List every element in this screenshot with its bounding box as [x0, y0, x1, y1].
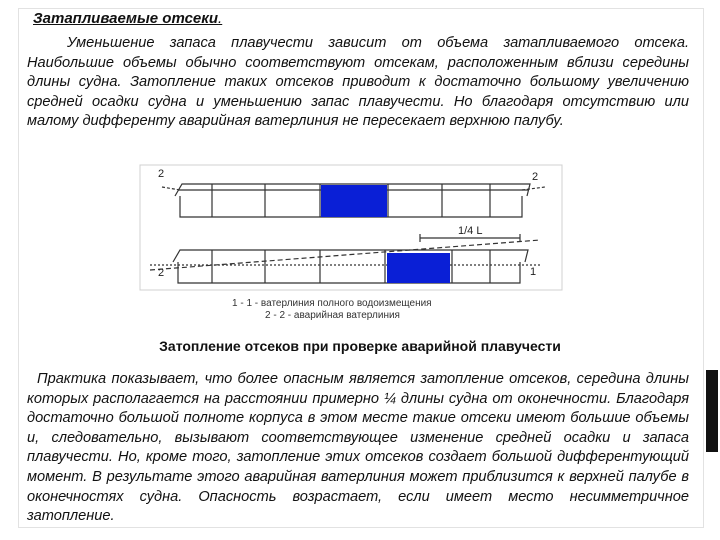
legend-line-1: 1 - 1 - ватерлиния полного водоизмещения	[232, 298, 432, 309]
paragraph-intro: Уменьшение запаса плавучести зависит от объема затапливаемого отсека. Наибольшие объемы обычно соответствуют отсекам, расположенным вблизи середины длины судна. Затопление таких отсеков приводит к достаточно большому увеличению средней осадки судна и уменьшению запас плавучести. Но благодаря отсутствию или малому дифференту аварийная ватерлиния не пересекает верхнюю палубу.	[27, 35, 689, 130]
label-2-top-left: 2	[158, 168, 165, 180]
section-title: Затапливаемые отсеки.	[33, 10, 223, 27]
label-2-top-right: 2	[532, 171, 539, 183]
flooded-compartment-middle	[321, 185, 387, 217]
label-2-bottom-left: 2	[158, 267, 165, 279]
figure-caption: Затопление отсеков при проверке аварийной плавучести	[159, 338, 561, 354]
flooded-compartment-quarter	[387, 253, 450, 283]
legend-line-2: 2 - 2 - аварийная ватерлиния	[265, 310, 400, 321]
label-quarter-length: 1/4 L	[458, 225, 483, 237]
paragraph-practice: Практика показывает, что более опасным является затопление отсеков, середина длины которых располагается на расстоянии примерно ¼ длины судна от оконечности. Благодаря достаточно большой полноте корпуса в этом месте такие отсеки имеют большие объемы и, следовательно, вызывают соответствующее изменение средней осадки и запаса плавучести. Но, кроме того, затопление этих отсеков создает большой дифферентующий момент. В результате этого аварийная ватерлиния может приблизится к верхней палубе в оконечностях судна. Опасность возрастает, если имеет место несимметричное затопление.	[27, 371, 689, 525]
label-1-bottom-right: 1	[530, 266, 537, 278]
lower-hull	[150, 234, 540, 283]
